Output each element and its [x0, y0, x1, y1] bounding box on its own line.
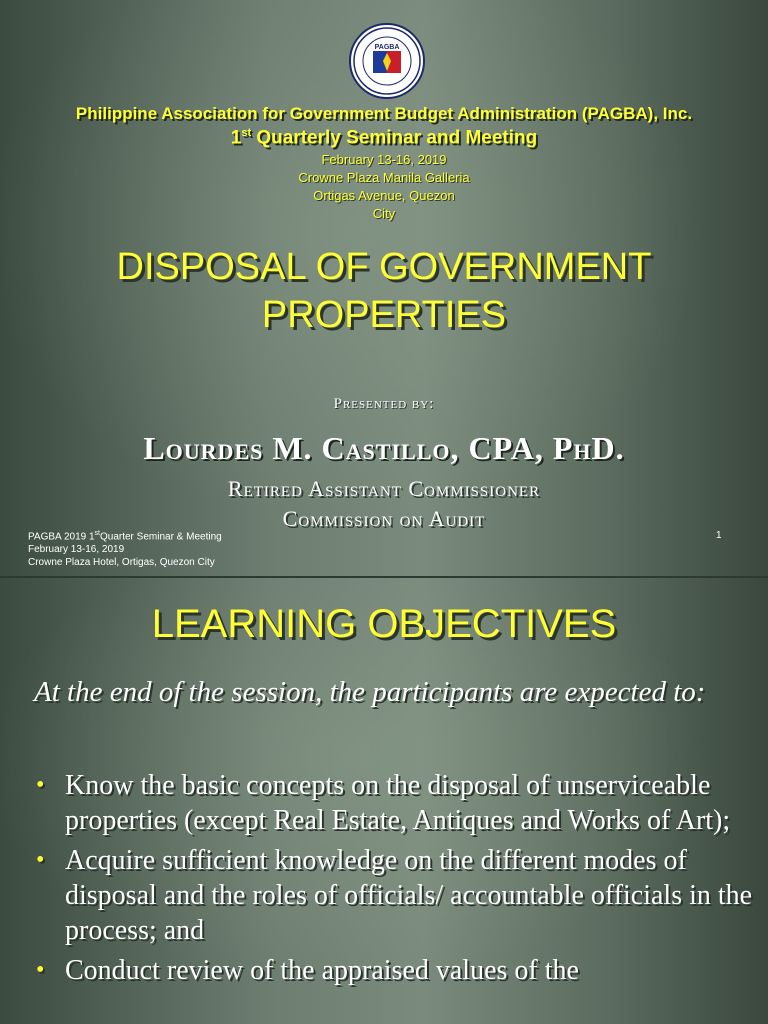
- title-line-2: PROPERTIES: [261, 294, 507, 336]
- seminar-ordinal: 1: [230, 127, 242, 149]
- objectives-list: [34, 768, 754, 993]
- pagba-seal-icon: [351, 25, 423, 97]
- venue-line-2: Ortigas Avenue, Quezon: [313, 188, 455, 203]
- learning-objectives-title: LEARNING OBJECTIVES: [151, 602, 617, 646]
- bullet-icon: •: [36, 847, 45, 873]
- event-date: February 13-16, 2019: [321, 152, 447, 167]
- presenter-role: Retired Assistant Commissioner: [227, 476, 541, 501]
- list-item: [34, 768, 754, 838]
- venue-line-3: City: [372, 206, 396, 221]
- seminar-rest: Quarterly Seminar and Meeting: [251, 127, 538, 149]
- footer-line-1: [28, 527, 222, 543]
- presented-by-label: Presented by:: [333, 396, 435, 412]
- svg-text:PAGBA: PAGBA: [374, 44, 400, 51]
- list-item: [34, 953, 754, 988]
- bullet-icon: •: [36, 957, 45, 983]
- seminar-ordinal-suffix: st: [241, 127, 252, 139]
- footer-line-1-b: Quarter Seminar & Meeting: [99, 531, 222, 543]
- bullet-icon: •: [36, 772, 45, 798]
- objective-text: Acquire sufficient knowledge on the different modes of disposal and the roles of officials/ accountable officials in the process; and: [65, 845, 753, 946]
- seminar-title: [0, 127, 768, 149]
- objective-text: Conduct review of the appraised values of the: [65, 955, 579, 986]
- objective-text: Know the basic concepts on the disposal of unserviceable properties (except Real Estate, Antiques and Works of Art);: [65, 770, 731, 836]
- footer-line-1-sup: st: [94, 530, 100, 537]
- slide-2: [0, 576, 768, 1024]
- slide-footer: [28, 527, 222, 569]
- objectives-lead-text: At the end of the session, the participants are expected to:: [34, 676, 706, 708]
- organization-name: Philippine Association for Government Budget Administration (PAGBA), Inc.: [75, 104, 693, 123]
- footer-line-3: Crowne Plaza Hotel, Ortigas, Quezon City: [28, 557, 215, 569]
- pagba-logo: [349, 23, 425, 99]
- presenter-name: Lourdes M. Castillo, CPA, PhD.: [143, 430, 625, 466]
- venue-line-1: Crowne Plaza Manila Galleria: [298, 170, 470, 185]
- footer-line-1-a: PAGBA 2019 1: [28, 531, 95, 543]
- title-line-1: DISPOSAL OF GOVERNMENT: [116, 246, 652, 288]
- presenter-agency: Commission on Audit: [282, 506, 486, 531]
- slide-number: 1: [716, 530, 722, 541]
- list-item: [34, 843, 754, 948]
- footer-line-2: February 13-16, 2019: [28, 544, 125, 556]
- presentation-title: [0, 243, 768, 339]
